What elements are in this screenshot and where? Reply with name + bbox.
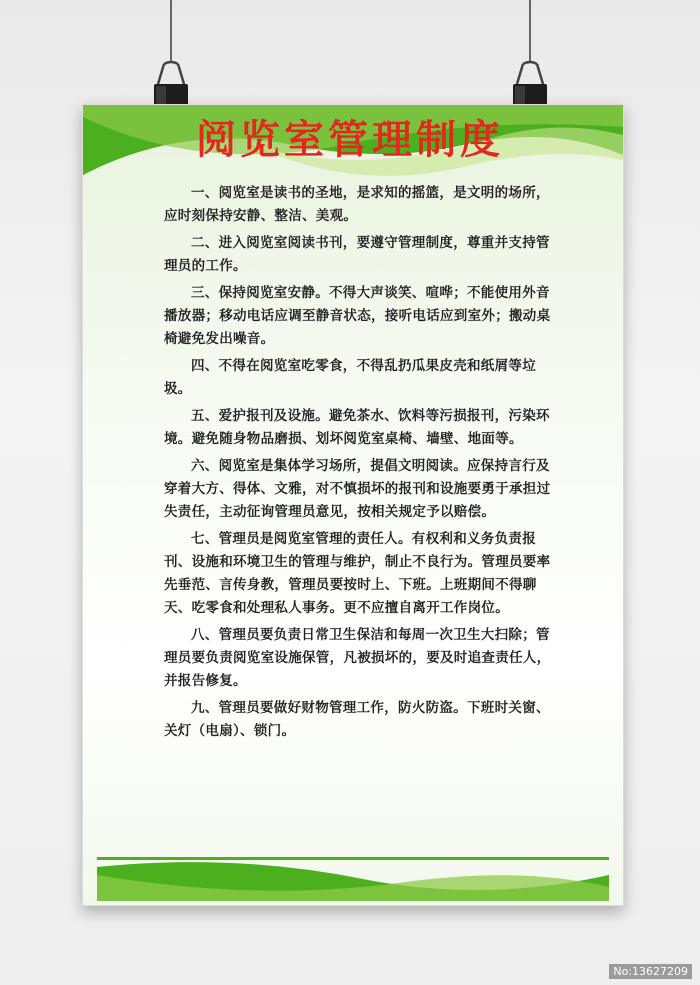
hanging-wire-left (170, 0, 172, 62)
rule-item-6: 六、阅览室是集体学习场所，提倡文明阅读。应保持言行及穿着大方、得体、文雅，对不慎损坏的报刊和设施要勇于承担过失责任，主动征询管理员意见，按相关规定予以赔偿。 (164, 458, 551, 520)
rule-item-8: 八、管理员要负责日常卫生保洁和每周一次卫生大扫除；管理员要负责阅览室设施保管，凡被损坏的，要及时追查责任人，并报告修复。 (164, 627, 551, 689)
image-id-watermark: No:13627209 (609, 964, 692, 979)
rule-item-4: 四、不得在阅览室吃零食，不得乱扔瓜果皮壳和纸屑等垃圾。 (164, 358, 536, 397)
rule-item-1: 一、阅览室是读书的圣地，是求知的摇篮，是文明的场所，应时刻保持安静、整洁、美观。 (164, 185, 550, 224)
rule-item-5: 五、爱护报刊及设施。避免茶水、饮料等污损报刊，污染环境。避免随身物品磨损、划坏阅览室桌椅、墙壁、地面等。 (164, 408, 550, 447)
bottom-wave-decoration (83, 853, 623, 905)
rule-item-9: 九、管理员要做好财物管理工作，防火防盗。下班时关窗、关灯（电扇）、锁门。 (164, 700, 550, 739)
rules-list (82, 182, 622, 747)
page-title: 阅览室管理制度 (196, 117, 504, 163)
hanging-wire-right (529, 0, 531, 62)
rule-item-2: 二、进入阅览室阅读书刊，要遵守管理制度，尊重并支持管理员的工作。 (164, 235, 550, 274)
rule-item-7: 七、管理员是阅览室管理的责任人。有权利和义务负责报刊、设施和环境卫生的管理与维护，制止不良行为。管理员要率先垂范、言传身教，管理员要按时上、下班。上班期间不得聊天、吃零食和处理私人事务。更不应擅自离开工作岗位。 (164, 531, 551, 616)
rule-item-3: 三、保持阅览室安静。不得大声谈笑、喧哗；不能使用外音播放器；移动电话应调至静音状态，接听电话应到室外；搬动桌椅避免发出噪音。 (164, 285, 551, 347)
